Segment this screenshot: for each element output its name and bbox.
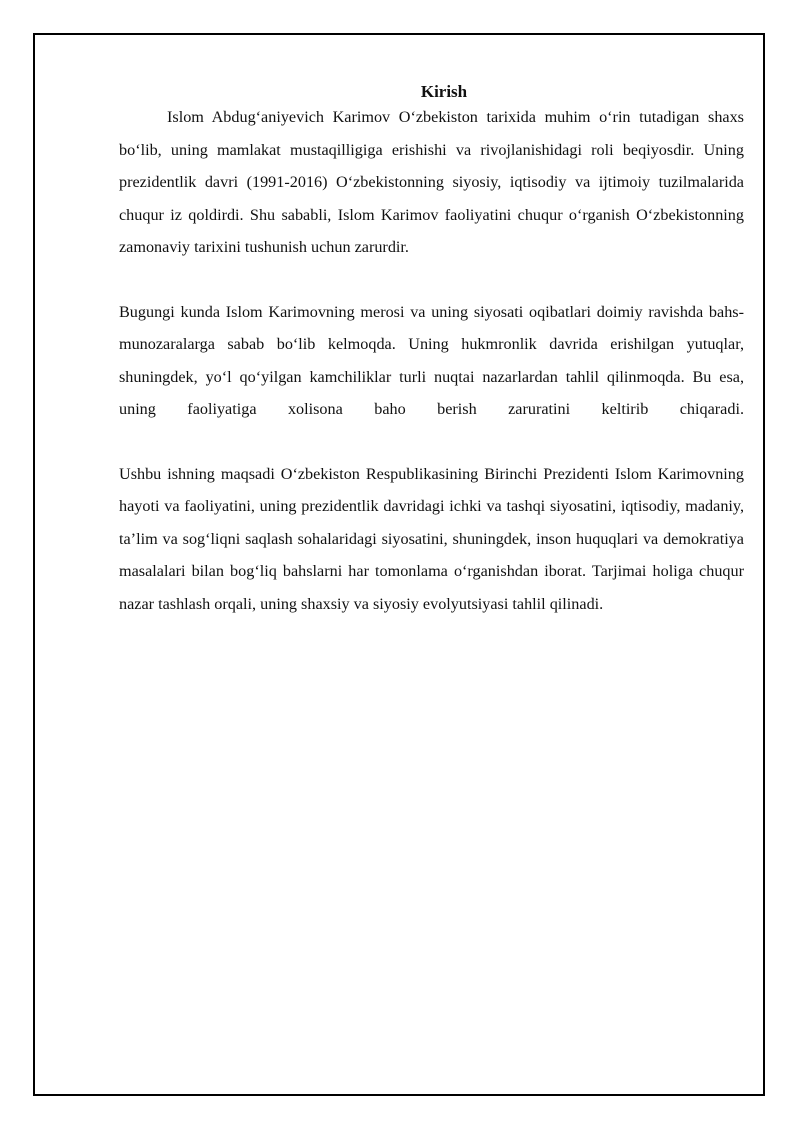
document-body [119, 35, 744, 620]
paragraph-spacer [119, 264, 744, 296]
document-title: Kirish [420, 82, 468, 101]
page-frame [33, 33, 765, 1096]
intro-paragraph-1: Islom Abdug‘aniyevich Karimov O‘zbekiston tarixida muhim o‘rin tutadigan shaxs bo‘lib, uning mamlakat mustaqilligiga erishishi va rivojlanishidagi roli beqiyosdir. Uning prezidentlik davri (1991-2016) O‘zbekistonning siyosiy, iqtisodiy va ijtimoiy tuzilmalarida chuqur iz qoldirdi. Shu sababli, Islom Karimov faoliyatini chuqur o‘rganish O‘zbekistonning zamonaviy tarixini tushunish uchun zarurdir. [119, 108, 744, 256]
intro-paragraph-2: Bugungi kunda Islom Karimovning merosi va uning siyosati oqibatlari doimiy ravishda bahs-munozaralarga sabab bo‘lib kelmoqda. Uning hukmronlik davrida erishilgan yutuqlar, shuningdek, yo‘l qo‘yilgan kamchiliklar turli nuqtai nazarlardan tahlil qilinmoqda. Bu esa, uning faoliyatiga xolisona baho berish zaruratini keltirib chiqaradi. [119, 302, 744, 418]
intro-paragraph-3: Ushbu ishning maqsadi O‘zbekiston Respublikasining Birinchi Prezidenti Islom Karimovning hayoti va faoliyatini, uning prezidentlik davridagi ichki va tashqi siyosatini, iqtisodiy, madaniy, ta’lim va sog‘liqni saqlash sohalaridagi siyosatini, shuningdek, inson huquqlari va demokratiya masalalari bilan bog‘liq bahslarni har tomonlama o‘rganishdan iborat. Tarjimai holiga chuqur nazar tashlash orqali, uning shaxsiy va siyosiy evolyutsiyasi tahlil qilinadi. [119, 464, 744, 613]
paragraph-spacer [119, 426, 744, 458]
